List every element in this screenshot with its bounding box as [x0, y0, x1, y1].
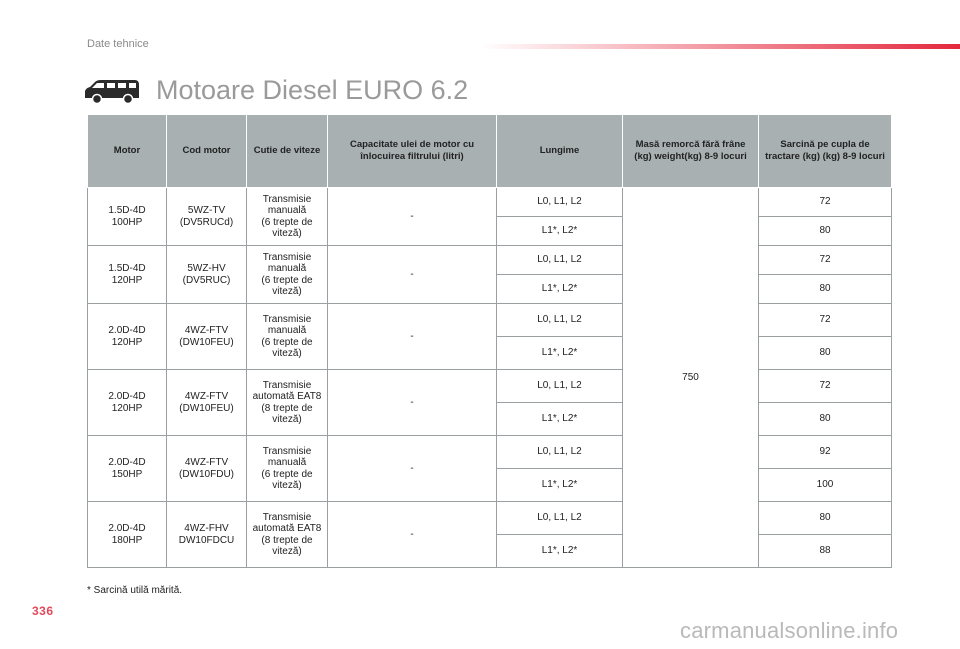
cell-motor: 2.0D-4D 180HP [88, 502, 167, 568]
cell-length: L0, L1, L2 [497, 436, 623, 469]
cell-engine-code: 5WZ-HV (DV5RUC) [167, 246, 247, 304]
cell-trailer-mass: 750 [623, 188, 759, 568]
cell-motor: 2.0D-4D 120HP [88, 370, 167, 436]
cell-length: L0, L1, L2 [497, 188, 623, 217]
cell-towbar-load: 80 [759, 502, 892, 535]
header-gearbox: Cutie de viteze [247, 115, 328, 188]
page-title: Motoare Diesel EURO 6.2 [156, 75, 469, 105]
cell-length: L0, L1, L2 [497, 370, 623, 403]
table-header-row [88, 115, 892, 188]
cell-gearbox: Transmisie automată EAT8 (8 trepte de viteză) [247, 370, 328, 436]
section-label: Date tehnice [87, 38, 149, 50]
cell-towbar-load: 92 [759, 436, 892, 469]
cell-oil-capacity: - [328, 502, 497, 568]
cell-length: L0, L1, L2 [497, 246, 623, 275]
cell-length: L1*, L2* [497, 275, 623, 304]
cell-towbar-load: 72 [759, 304, 892, 337]
cell-length: L0, L1, L2 [497, 304, 623, 337]
cell-motor: 1.5D-4D 100HP [88, 188, 167, 246]
cell-engine-code: 4WZ-FHV DW10FDCU [167, 502, 247, 568]
table-row [88, 436, 892, 469]
cell-towbar-load: 80 [759, 337, 892, 370]
cell-towbar-load: 80 [759, 403, 892, 436]
cell-length: L1*, L2* [497, 337, 623, 370]
cell-gearbox: Transmisie manuală (6 trepte de viteză) [247, 436, 328, 502]
cell-towbar-load: 72 [759, 370, 892, 403]
cell-gearbox: Transmisie manuală (6 trepte de viteză) [247, 246, 328, 304]
table-row [88, 246, 892, 275]
header-length: Lungime [497, 115, 623, 188]
watermark-text: carmanualsonline.info [680, 618, 899, 643]
cell-towbar-load: 72 [759, 188, 892, 217]
header-accent-rule [480, 44, 960, 49]
cell-engine-code: 5WZ-TV (DV5RUCd) [167, 188, 247, 246]
cell-motor: 1.5D-4D 120HP [88, 246, 167, 304]
cell-motor: 2.0D-4D 150HP [88, 436, 167, 502]
cell-length: L1*, L2* [497, 217, 623, 246]
cell-length: L0, L1, L2 [497, 502, 623, 535]
cell-oil-capacity: - [328, 246, 497, 304]
cell-gearbox: Transmisie manuală (6 trepte de viteză) [247, 188, 328, 246]
cell-gearbox: Transmisie manuală (6 trepte de viteză) [247, 304, 328, 370]
table-row [88, 304, 892, 337]
cell-motor: 2.0D-4D 120HP [88, 304, 167, 370]
header-towbar-load: Sarcină pe cupla de tractare (kg) (kg) 8-9 locuri [759, 115, 892, 188]
header-motor: Motor [88, 115, 167, 188]
header-unbraked-trailer-mass: Masă remorcă fără frâne (kg) weight(kg) 8-9 locuri [623, 115, 759, 188]
footnote: * Sarcină utilă mărită. [87, 585, 183, 596]
cell-gearbox: Transmisie automată EAT8 (8 trepte de viteză) [247, 502, 328, 568]
cell-towbar-load: 88 [759, 535, 892, 568]
cell-towbar-load: 80 [759, 275, 892, 304]
table-row [88, 370, 892, 403]
cell-oil-capacity: - [328, 436, 497, 502]
cell-engine-code: 4WZ-FTV (DW10FDU) [167, 436, 247, 502]
cell-engine-code: 4WZ-FTV (DW10FEU) [167, 304, 247, 370]
header-oil-capacity: Capacitate ulei de motor cu înlocuirea filtrului (litri) [328, 115, 497, 188]
table-row [88, 188, 892, 217]
header-engine-code: Cod motor [167, 115, 247, 188]
cell-oil-capacity: - [328, 188, 497, 246]
cell-length: L1*, L2* [497, 469, 623, 502]
cell-engine-code: 4WZ-FTV (DW10FEU) [167, 370, 247, 436]
cell-oil-capacity: - [328, 304, 497, 370]
diesel-engine-spec-table [87, 114, 892, 568]
table-row [88, 502, 892, 535]
cell-towbar-load: 72 [759, 246, 892, 275]
cell-length: L1*, L2* [497, 403, 623, 436]
cell-oil-capacity: - [328, 370, 497, 436]
cell-length: L1*, L2* [497, 535, 623, 568]
cell-towbar-load: 80 [759, 217, 892, 246]
page-number: 336 [32, 604, 54, 618]
van-icon [82, 77, 142, 105]
cell-towbar-load: 100 [759, 469, 892, 502]
